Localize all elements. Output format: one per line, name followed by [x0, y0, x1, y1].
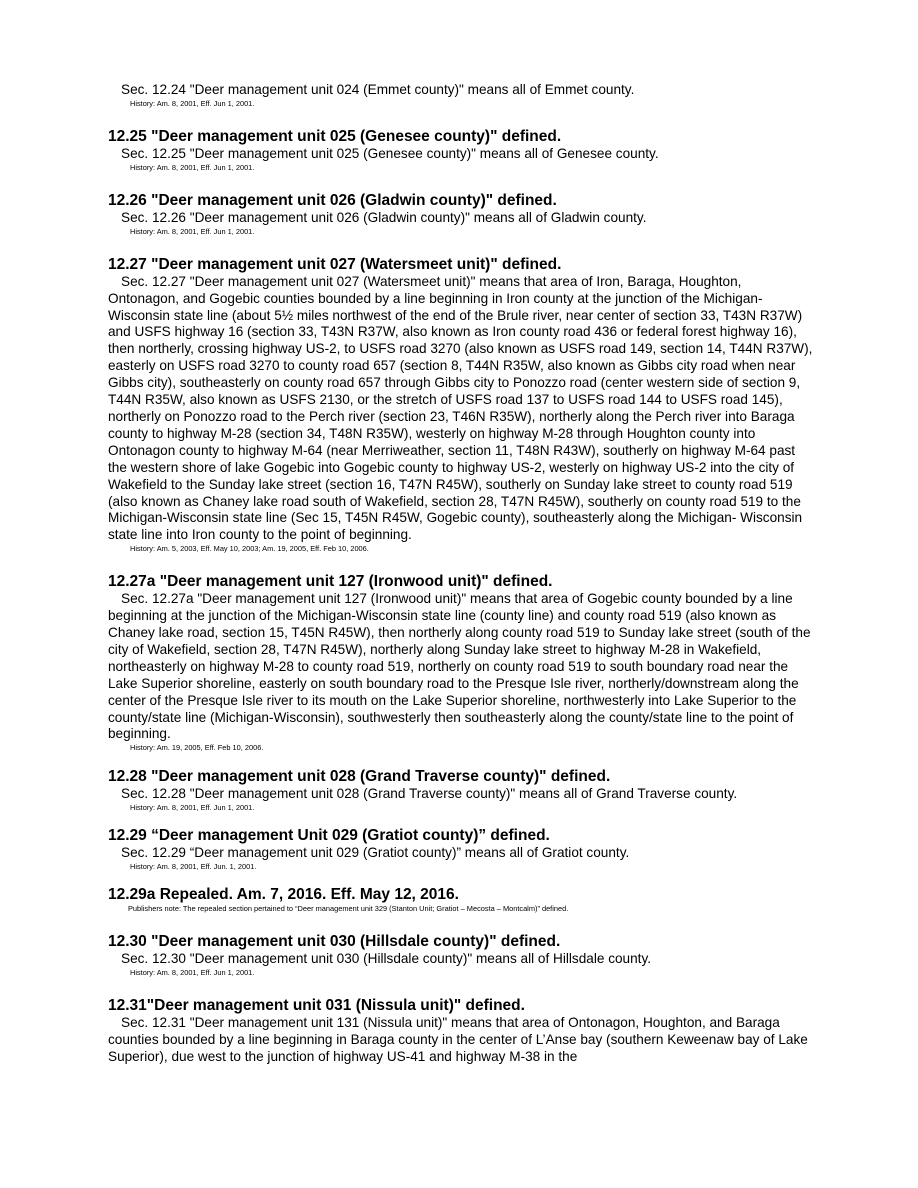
- section-12-24: [108, 82, 814, 108]
- section-12-30: [108, 933, 814, 977]
- section-body: Sec. 12.25 "Deer management unit 025 (Genesee county)" means all of Genesee county.: [121, 145, 659, 161]
- section-body: Sec. 12.27 "Deer management unit 027 (Watersmeet unit)" means that area of Iron, Baraga, Houghton, Ontonagon, and Gogebic counties bounded by a line beginning in Iron county at the junction of the Michigan- Wisconsin state line (about 5½ miles northwest of the end of the Brule river, near center of section 33, T43N R37W) and USFS highway 16 (section 33, T43N R37W, also known as Iron county road 436 or federal forest highway 16), then northerly, crossing highway US-2, to USFS road 3270 (also known as USFS road 149, section 14, T44N R37W), easterly on USFS road 3270 to county road 657 (section 8, T44N R35W, also known as Gibbs city road when near Gibbs city), southeasterly on county road 657 through Gibbs city to Ponozzo road (center western side of section 9, T44N R35W, also known as USFS 2130, or the stretch of USFS road 137 to USFS road 144 to USFS road 145), northerly on Ponozzo road to the Perch river (section 23, T46N R35W), northerly along the Perch river into Baraga county to highway M-28 (section 34, T48N R35W), westerly on highway M-28 through Houghton county into Ontonagon county to highway M-64 (near Merriweather, section 11, T48N R43W), southerly on highway M-64 past the western shore of lake Gogebic into Gogebic county to highway US-2, westerly on highway US-2 into the city of Wakefield to the Sunday lake street (section 16, T47N R45W), southerly on Sunday lake street to county road 519 (also known as Chaney lake road south of Wakefield, section 28, T47N R45W), southerly on county road 519 to the Michigan-Wisconsin state line (Sec 15, T45N R45W, Gogebic county), southeasterly along the Michigan- Wisconsin state line into Iron county to the point of beginning.: [108, 273, 813, 543]
- section-12-28: [108, 768, 814, 812]
- publishers-note: Publishers note: The repealed section pertained to “Deer management unit 329 (Stanton Unit; Gratiot – Mecosta – Montcalm)” defined.: [128, 904, 569, 914]
- section-body: Sec. 12.24 "Deer management unit 024 (Emmet county)" means all of Emmet county.: [121, 82, 635, 97]
- section-body: Sec. 12.31 "Deer management unit 131 (Nissula unit)" means that area of Ontonagon, Houghton, and Baraga counties bounded by a line beginning in Baraga county in the center of L’Anse bay (southern Keweenaw bay of Lake Superior), due west to the junction of highway US-41 and highway M-38 in the: [108, 1015, 808, 1064]
- section-heading: 12.31"Deer management unit 031 (Nissula unit)" defined.: [108, 997, 525, 1015]
- section-heading: 12.26 "Deer management unit 026 (Gladwin county)" defined.: [108, 191, 557, 209]
- section-12-25: [108, 128, 814, 172]
- section-12-31: [108, 997, 814, 1066]
- section-history: History: Am. 19, 2005, Eff. Feb 10, 2006.: [130, 743, 264, 753]
- section-history: History: Am. 5, 2003, Eff. May 10, 2003; Am. 19, 2005, Eff. Feb 10, 2006.: [130, 544, 369, 554]
- section-12-29: [108, 827, 814, 871]
- section-history: History: Am. 8, 2001, Eff. Jun 1, 2001.: [130, 98, 255, 108]
- section-history: History: Am. 8, 2001, Eff. Jun 1, 2001.: [130, 226, 255, 236]
- section-body: Sec. 12.26 "Deer management unit 026 (Gladwin county)" means all of Gladwin county.: [121, 209, 647, 225]
- section-heading: 12.27a "Deer management unit 127 (Ironwood unit)" defined.: [108, 573, 553, 591]
- section-heading: 12.30 "Deer management unit 030 (Hillsdale county)" defined.: [108, 933, 561, 951]
- section-12-29a: [108, 886, 814, 913]
- section-body: Sec. 12.29 “Deer management unit 029 (Gratiot county)” means all of Gratiot county.: [121, 845, 630, 861]
- section-heading: 12.29a Repealed. Am. 7, 2016. Eff. May 12, 2016.: [108, 886, 459, 904]
- section-heading: 12.25 "Deer management unit 025 (Genesee county)" defined.: [108, 127, 562, 145]
- section-history: History: Am. 8, 2001, Eff. Jun. 1, 2001.: [130, 862, 257, 872]
- section-body: Sec. 12.28 "Deer management unit 028 (Grand Traverse county)" means all of Grand Traverse county.: [121, 786, 738, 802]
- section-body: Sec. 12.30 "Deer management unit 030 (Hillsdale county)" means all of Hillsdale county.: [121, 951, 652, 967]
- section-history: History: Am. 8, 2001, Eff. Jun 1, 2001.: [130, 803, 255, 813]
- section-12-26: [108, 192, 814, 236]
- document-page: [108, 82, 814, 1066]
- section-history: History: Am. 8, 2001, Eff. Jun 1, 2001.: [130, 162, 255, 172]
- section-12-27: [108, 256, 814, 554]
- section-heading: 12.27 "Deer management unit 027 (Watersmeet unit)" defined.: [108, 255, 562, 273]
- section-12-27a: [108, 573, 814, 752]
- section-body: Sec. 12.27a "Deer management unit 127 (Ironwood unit)" means that area of Gogebic county bounded by a line beginning at the junction of the Michigan-Wisconsin state line (county line) and county road 519 (also known as Chaney lake road, section 15, T45N R45W), then northerly along county road 519 to Sunday lake street (south of the city of Wakefield, section 28, T47N R45W), northerly along Sunday lake street to highway M-28 in Wakefield, northeasterly on highway M-28 to county road 519, northerly on county road 519 to south boundary road near the Lake Superior shoreline, easterly on south boundary road to the Presque Isle river, northerly/downstream along the center of the Presque Isle river to its mouth on the Lake Superior shoreline, northwesterly into Lake Superior to the county/state line (Michigan-Wisconsin), southwesterly then southeasterly along the county/state line to the point of beginning.: [108, 591, 811, 742]
- section-history: History: Am. 8, 2001, Eff. Jun 1, 2001.: [130, 968, 255, 978]
- section-heading: 12.28 "Deer management unit 028 (Grand Traverse county)" defined.: [108, 768, 611, 786]
- section-heading: 12.29 “Deer management Unit 029 (Gratiot county)” defined.: [108, 827, 550, 845]
